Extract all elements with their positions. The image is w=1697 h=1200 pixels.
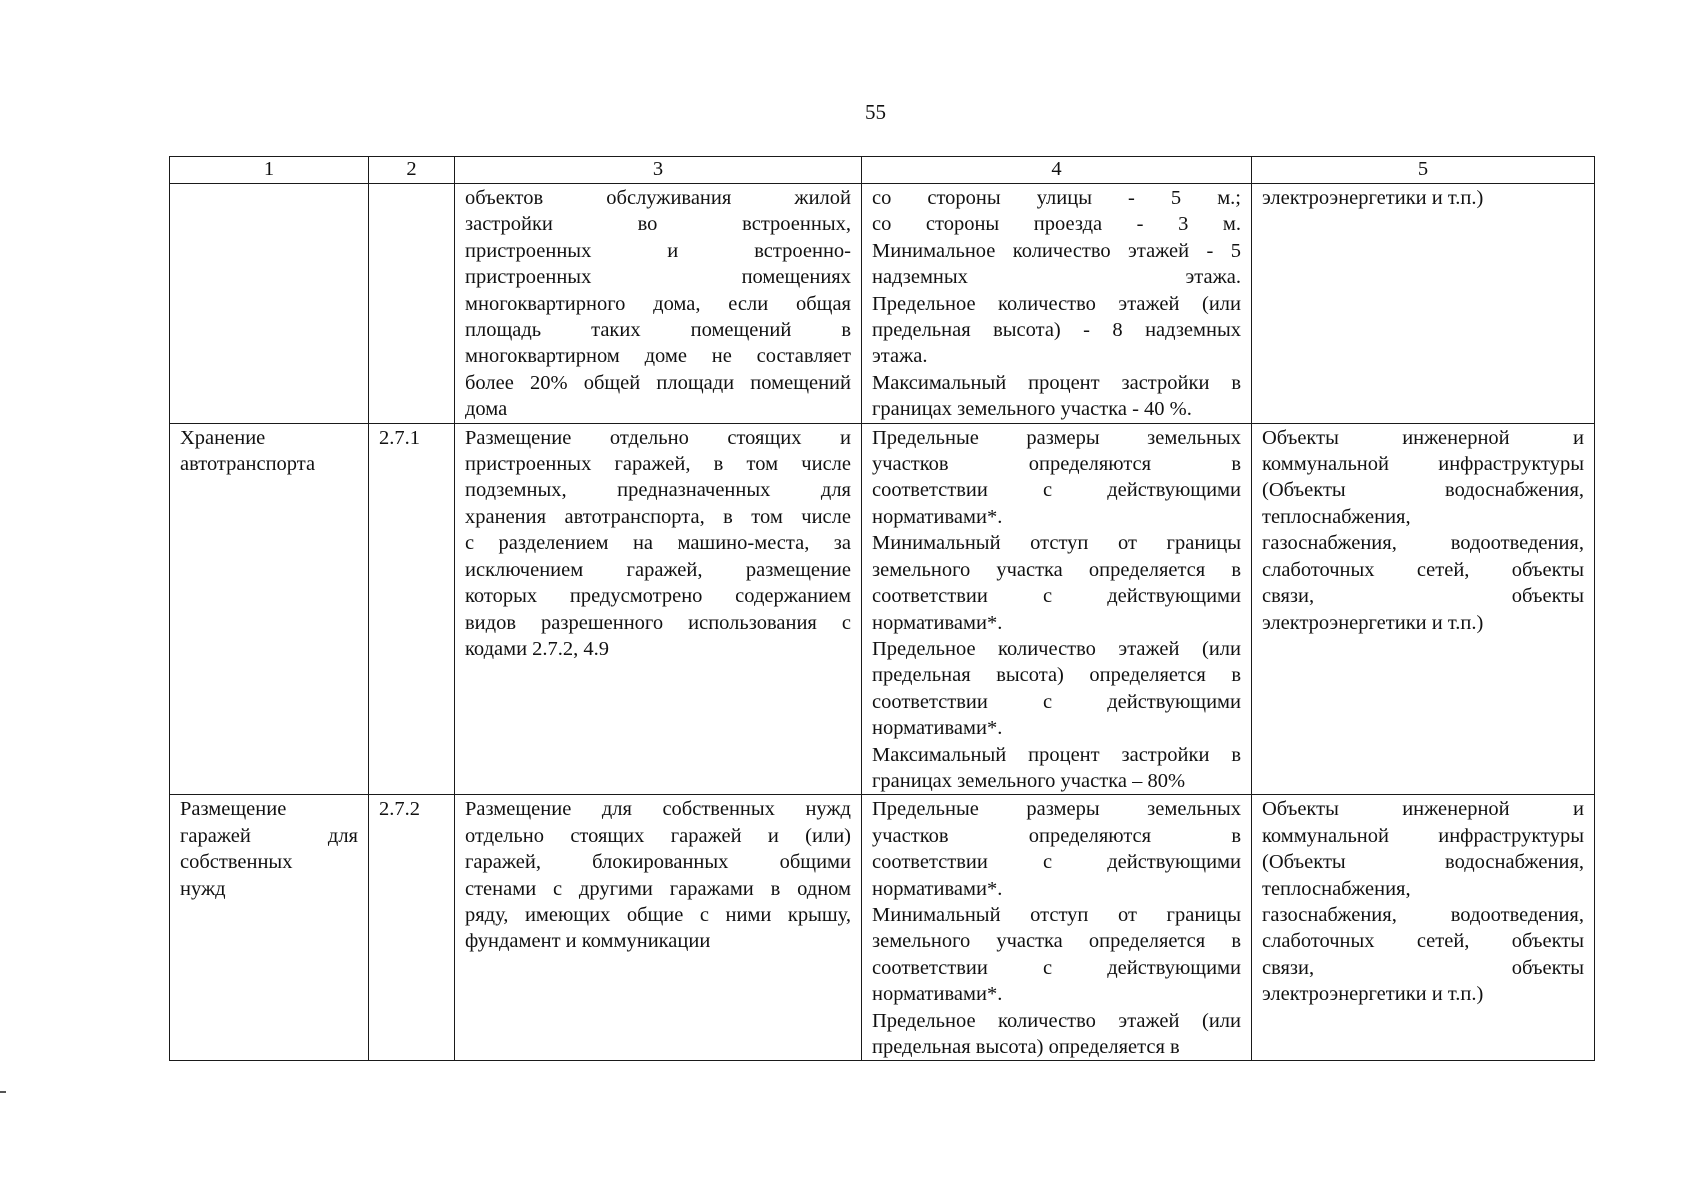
cell-line: Хранение (180, 426, 266, 449)
column-header-4: 4 (862, 157, 1252, 184)
cell-line: Предельные размеры земельных (872, 426, 1241, 449)
cell-line: предельная высота) определяется в (872, 1036, 1180, 1058)
cell-line: земельного участка определяется в (872, 558, 1241, 581)
cell-line: дома (465, 398, 508, 421)
use-code-cell (369, 795, 455, 1061)
parameters-cell (862, 423, 1252, 795)
column-header-1: 1 (170, 157, 369, 184)
cell-line: Минимальный отступ от границы (872, 903, 1241, 926)
cell-line: слаботочных сетей, объекты (1262, 930, 1584, 953)
cell-line: гаражей для (180, 824, 358, 847)
cell-line: кодами 2.7.2, 4.9 (465, 637, 610, 660)
cell-line: собственных (180, 851, 293, 874)
cell-line: нужд (180, 877, 226, 900)
use-code-cell (369, 184, 455, 424)
cell-line: газоснабжения, водоотведения, (1262, 532, 1584, 555)
cell-line: Максимальный процент застройки в (872, 743, 1241, 766)
cell-line: предельная высота) определяется в (872, 664, 1241, 687)
use-code-cell (369, 423, 455, 795)
cell-line: Размещение (180, 798, 287, 821)
cell-line: Минимальный отступ от границы (872, 532, 1241, 555)
cell-line: (Объекты водоснабжения, (1262, 479, 1584, 502)
cell-line: надземных этажа. (872, 266, 1241, 289)
land-use-table (169, 156, 1595, 1061)
cell-line: нормативами*. (872, 877, 1003, 900)
parameters-cell (862, 795, 1252, 1061)
use-name-cell (170, 184, 369, 424)
cell-line: теплоснабжения, (1262, 505, 1411, 528)
cell-line: соответствии с действующими (872, 585, 1241, 608)
use-description-cell (455, 795, 862, 1061)
cell-line: многоквартирном доме не составляет (465, 345, 851, 368)
cell-line: со стороны проезда - 3 м. (872, 213, 1241, 236)
cell-line: хранения автотранспорта, в том числе (465, 505, 851, 528)
cell-line: соответствии с действующими (872, 690, 1241, 713)
cell-line: нормативами*. (872, 717, 1003, 740)
cell-line: исключением гаражей, размещение (465, 558, 851, 581)
margin-mark (0, 1091, 6, 1093)
table-row (170, 795, 1595, 1061)
use-description-cell (455, 423, 862, 795)
cell-line: теплоснабжения, (1262, 877, 1411, 900)
auxiliary-uses-cell (1252, 184, 1595, 424)
cell-line: предельная высота) - 8 надземных (872, 319, 1241, 342)
cell-line: пристроенных помещениях (465, 266, 851, 289)
cell-line: связи, объекты (1262, 956, 1584, 979)
cell-line: границах земельного участка – 80% (872, 769, 1186, 792)
cell-line: Максимальный процент застройки в (872, 371, 1241, 394)
parameters-cell (862, 184, 1252, 424)
cell-line: Предельные размеры земельных (872, 798, 1241, 821)
cell-line: подземных, предназначенных для (465, 479, 851, 502)
cell-line: Объекты инженерной и (1262, 798, 1584, 821)
cell-line: электроэнергетики и т.п.) (1262, 983, 1484, 1006)
cell-line: автотранспорта (180, 453, 316, 476)
cell-line: 2.7.1 (379, 426, 420, 449)
cell-line: Предельное количество этажей (или (872, 292, 1241, 315)
cell-line: застройки во встроенных, (465, 213, 851, 236)
cell-line: нормативами*. (872, 505, 1003, 528)
cell-line: более 20% общей площади помещений (465, 371, 851, 394)
column-header-2: 2 (369, 157, 455, 184)
column-header-3: 3 (455, 157, 862, 184)
cell-line: ряду, имеющих общие с ними крышу, (465, 903, 851, 926)
cell-line: соответствии с действующими (872, 956, 1241, 979)
cell-line: газоснабжения, водоотведения, (1262, 903, 1584, 926)
cell-line: с разделением на машино-места, за (465, 532, 851, 555)
cell-line: Размещение для собственных нужд (465, 798, 851, 821)
header-row (170, 157, 1595, 184)
cell-line: гаражей, блокированных общими (465, 851, 851, 874)
cell-line: фундамент и коммуникации (465, 930, 711, 953)
cell-line: видов разрешенного использования с (465, 611, 851, 634)
cell-line: связи, объекты (1262, 585, 1584, 608)
page-number: 55 (865, 100, 886, 124)
auxiliary-uses-cell (1252, 423, 1595, 795)
cell-line: нормативами*. (872, 983, 1003, 1006)
auxiliary-uses-cell (1252, 795, 1595, 1061)
cell-line: коммунальной инфраструктуры (1262, 453, 1584, 476)
cell-line: электроэнергетики и т.п.) (1262, 187, 1484, 209)
cell-line: электроэнергетики и т.п.) (1262, 611, 1484, 634)
cell-line: границах земельного участка - 40 %. (872, 398, 1192, 421)
use-name-cell (170, 423, 369, 795)
use-description-cell (455, 184, 862, 424)
column-header-5: 5 (1252, 157, 1595, 184)
cell-line: нормативами*. (872, 611, 1003, 634)
cell-line: со стороны улицы - 5 м.; (872, 187, 1241, 209)
cell-line: отдельно стоящих гаражей и (или) (465, 824, 851, 847)
cell-line: участков определяются в (872, 824, 1241, 847)
table-row (170, 184, 1595, 424)
cell-line: стенами с другими гаражами в одном (465, 877, 851, 900)
cell-line: земельного участка определяется в (872, 930, 1241, 953)
cell-line: которых предусмотрено содержанием (465, 585, 851, 608)
cell-line: пристроенных и встроенно- (465, 239, 851, 262)
cell-line: слаботочных сетей, объекты (1262, 558, 1584, 581)
cell-line: Предельное количество этажей (или (872, 1009, 1241, 1032)
cell-line: соответствии с действующими (872, 851, 1241, 874)
cell-line: Предельное количество этажей (или (872, 637, 1241, 660)
cell-line: (Объекты водоснабжения, (1262, 851, 1584, 874)
cell-line: пристроенных гаражей, в том числе (465, 453, 851, 476)
cell-line: участков определяются в (872, 453, 1241, 476)
cell-line: соответствии с действующими (872, 479, 1241, 502)
cell-line: 2.7.2 (379, 798, 420, 821)
cell-line: многоквартирного дома, если общая (465, 292, 851, 315)
table-row (170, 423, 1595, 795)
cell-line: этажа. (872, 345, 928, 368)
cell-line: Минимальное количество этажей - 5 (872, 239, 1241, 262)
cell-line: Размещение отдельно стоящих и (465, 426, 851, 449)
cell-line: площадь таких помещений в (465, 319, 851, 342)
cell-line: Объекты инженерной и (1262, 426, 1584, 449)
cell-line: объектов обслуживания жилой (465, 187, 851, 209)
cell-line: коммунальной инфраструктуры (1262, 824, 1584, 847)
use-name-cell (170, 795, 369, 1061)
